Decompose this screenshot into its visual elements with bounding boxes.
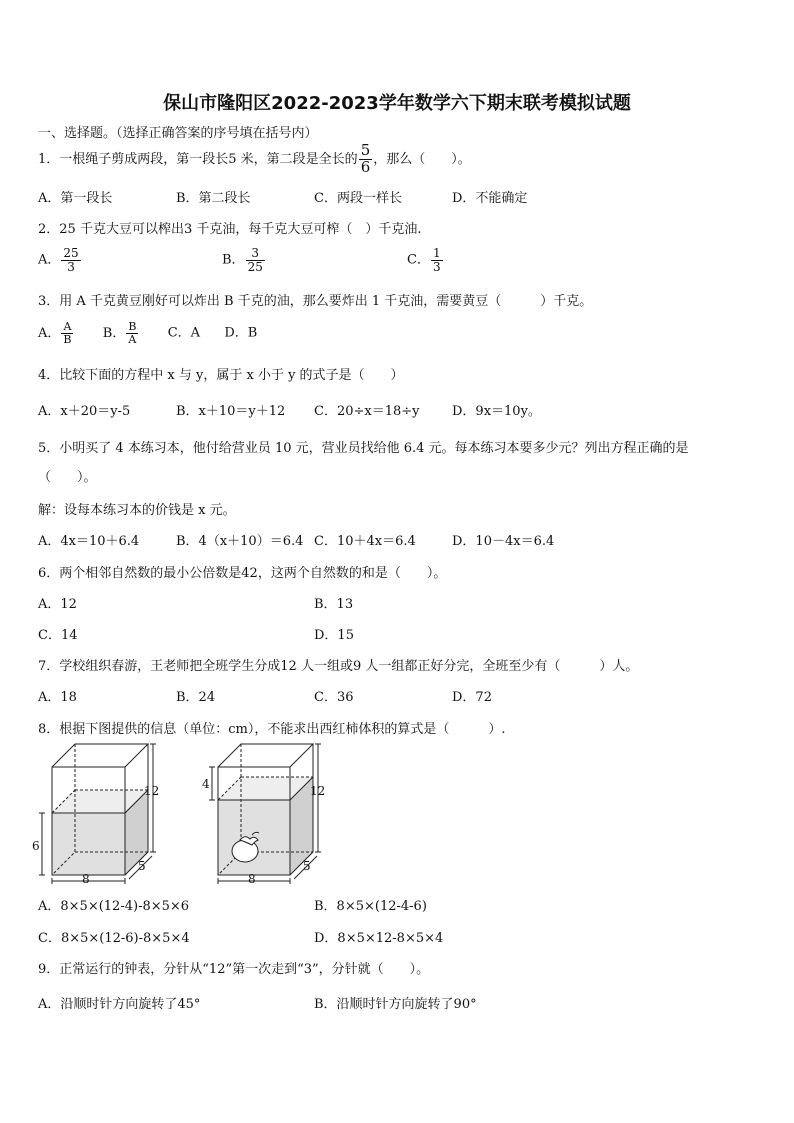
label-width: 8 bbox=[248, 872, 256, 886]
q1-option-b: B．第二段长 bbox=[176, 191, 251, 206]
q7-option-c: C．36 bbox=[314, 690, 354, 705]
q1-option-a: A．第一段长 bbox=[38, 191, 113, 206]
q8-option-a: A．8×5×(12-4)-8×5×6 bbox=[38, 899, 190, 914]
question-9: 9．正常运行的钟表，分针从“12”第一次走到“3”，分针就（ ）。 bbox=[38, 962, 430, 977]
q8-option-d: D．8×5×12-8×5×4 bbox=[314, 931, 444, 946]
label-height-top: 4 bbox=[202, 777, 210, 791]
q1-option-d: D．不能确定 bbox=[452, 191, 528, 206]
q1-fraction: $\frac{5}{6}$ bbox=[360, 141, 371, 176]
q3-option-d: D．B bbox=[224, 325, 258, 341]
question-5-cont: （ ）。 bbox=[38, 470, 97, 485]
q8-option-b: B．8×5×(12-4-6) bbox=[314, 899, 427, 914]
page-title: 保山市隆阳区2022-2023学年数学六下期末联考模拟试题 bbox=[163, 93, 631, 114]
q1-stem: 1．一根绳子剪成两段，第一段长5 米，第二段是全长的 bbox=[38, 151, 358, 167]
q4-option-a: A．x＋20＝y-5 bbox=[38, 404, 131, 419]
q3-option-a: A． $\frac{A}{B}$ bbox=[38, 320, 72, 346]
q8-option-c: C．8×5×(12-6)-8×5×4 bbox=[38, 931, 190, 946]
question-6: 6．两个相邻自然数的最小公倍数是42，这两个自然数的和是（ ）。 bbox=[38, 566, 447, 581]
q7-option-d: D．72 bbox=[452, 690, 492, 705]
q6-option-a: A．12 bbox=[38, 597, 77, 612]
section-heading: 一、选择题。（选择正确答案的序号填在括号内） bbox=[38, 126, 318, 141]
q6-option-b: B．13 bbox=[314, 597, 354, 612]
q4-option-c: C．20÷x＝18÷y bbox=[314, 404, 420, 419]
label-height-total: 12 bbox=[144, 784, 160, 798]
label-height-water: 6 bbox=[32, 839, 40, 853]
q2-option-b: B． $\frac{3}{25}$ bbox=[222, 246, 263, 274]
q4-option-d: D．9x＝10y。 bbox=[452, 404, 541, 419]
question-1 bbox=[38, 143, 471, 176]
question-7: 7．学校组织春游，王老师把全班学生分成12 人一组或9 人一组都正好分完，全班至少有（ ）人。 bbox=[38, 659, 639, 674]
question-5: 5．小明买了 4 本练习本，他付给营业员 10 元，营业员找给他 6.4 元。每本练习本要多少元？列出方程正确的是 bbox=[38, 441, 689, 456]
q5-option-b: B．4（x＋10）＝6.4 bbox=[176, 534, 304, 549]
q6-option-d: D．15 bbox=[314, 628, 354, 643]
question-2: 2．25 千克大豆可以榨出3 千克油，每千克大豆可榨（ ）千克油. bbox=[38, 222, 422, 237]
q4-option-b: B．x＋10＝y＋12 bbox=[176, 404, 286, 419]
q3-option-b: B． $\frac{B}{A}$ bbox=[102, 320, 137, 346]
label-depth: 5 bbox=[138, 859, 146, 873]
question-3: 3．用 A 千克黄豆刚好可以炸出 B 千克的油，那么要炸出 1 千克油，需要黄豆（ ）千克。 bbox=[38, 294, 593, 309]
q5-option-c: C．10＋4x＝6.4 bbox=[314, 534, 416, 549]
q3-options bbox=[38, 321, 257, 345]
q9-option-b: B．沿顺时针方向旋转了90° bbox=[314, 997, 477, 1012]
q6-option-c: C．14 bbox=[38, 628, 78, 643]
label-depth: 5 bbox=[303, 859, 311, 873]
question-8: 8．根据下图提供的信息（单位：cm），不能求出西红柿体积的算式是（ ）. bbox=[38, 722, 506, 737]
question-4: 4．比较下面的方程中 x 与 y，属于 x 小于 y 的式子是（ ） bbox=[38, 368, 404, 383]
label-width: 8 bbox=[82, 872, 90, 886]
q2-option-a: A． $\frac{25}{3}$ bbox=[38, 246, 79, 274]
q2-option-c: C． $\frac{1}{3}$ bbox=[407, 246, 441, 274]
q7-option-a: A．18 bbox=[38, 690, 77, 705]
q8-figure-container-water bbox=[30, 740, 170, 890]
q5-option-d: D．10－4x＝6.4 bbox=[452, 534, 555, 549]
q3-option-c: C．A bbox=[167, 325, 201, 341]
water-front-face bbox=[52, 813, 125, 875]
q9-option-a: A．沿顺时针方向旋转了45° bbox=[38, 997, 201, 1012]
q7-option-b: B．24 bbox=[176, 690, 216, 705]
q5-solution: 解：设每本练习本的价钱是 x 元。 bbox=[38, 503, 236, 518]
q1-option-c: C．两段一样长 bbox=[314, 191, 402, 206]
q1-stem-end: ，那么（ ）。 bbox=[373, 151, 471, 167]
q5-option-a: A．4x＝10＋6.4 bbox=[38, 534, 140, 549]
label-height-total: 12 bbox=[310, 784, 326, 798]
q8-figure-container-tomato bbox=[200, 740, 340, 890]
